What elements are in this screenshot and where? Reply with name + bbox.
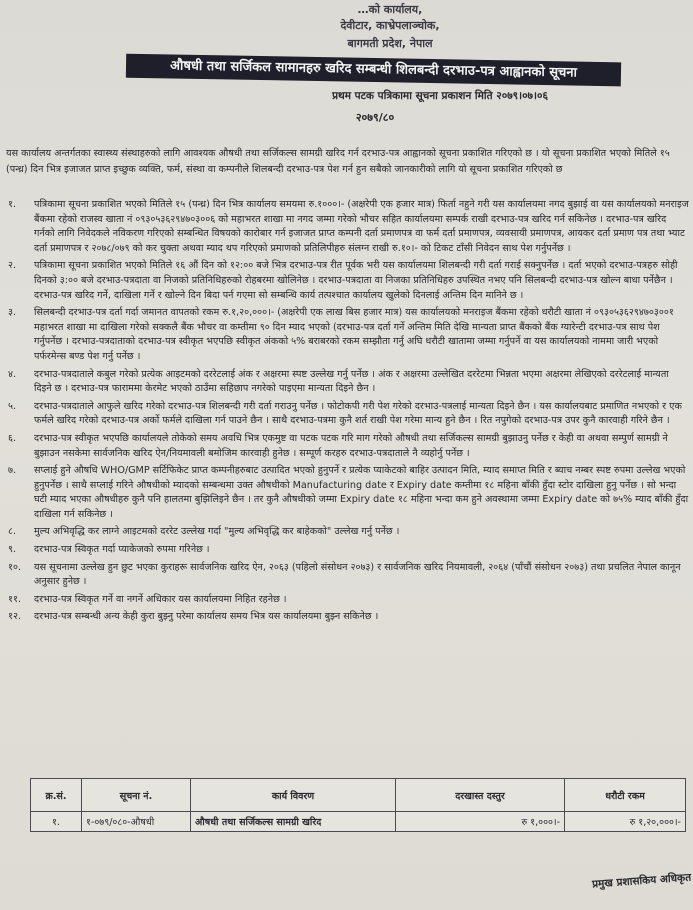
condition-item: [0, 593, 693, 608]
condition-number: ११.: [8, 593, 22, 605]
condition-number: ६.: [8, 432, 17, 444]
conditions-list: [0, 198, 693, 628]
condition-text: दरभाउ-पत्र स्विकृत गर्ने वा नगर्ने अधिकार यस कार्यालयमा निहित रहनेछ ।: [34, 593, 287, 605]
condition-item: [0, 561, 693, 590]
condition-text: पत्रिकामा सूचना प्रकाशित भएको मितिले १६ औं दिन को १२:०० बजे भित्र दरभाउ-पत्र रीत पूर्वक भरी यस कार्यालयमा शिलबन्दी गरी दर्ता गराई सक्नुपर्नेछ । दर्ता भएको दरभाउ-पत्रहरु सोही दिनको ३:०० बजे दरभाउ-पत्रदाता वा निजको प्रतिनिधिहरुको रोहबरमा खोलिनेछ । दरभाउ-पत्रदाता वा निजका प्रतिनिधिहरु उपस्थित नभए पनि सिलबन्दी दरभाउ-पत्र खोल्न बाधा पर्नेछैन । दरभाउ-पत्र खरिद गर्ने, दाखिला गर्ने र खोल्ने दिन बिदा पर्न गएमा सो सम्बन्धि कार्य तत्पश्चात कार्यालय खुलेको दिनलाई अन्तिम दिन मानिने छ ।: [34, 260, 678, 301]
condition-number: ८.: [8, 526, 17, 538]
office-name: …को कार्यालय,: [357, 3, 423, 16]
fiscal-year: २०७९/८०: [355, 111, 395, 124]
condition-number: १०.: [8, 561, 22, 573]
row-description: औषधी तथा सर्जिकल्स सामग्री खरिद: [191, 812, 396, 832]
col-notice-no: सूचना नं.: [82, 779, 191, 812]
col-sn: क्र.सं.: [31, 779, 82, 812]
condition-text: दरभाउ-पत्रदाताले आफुले खरिद गरेको दरभाउ-पत्र शिलबन्दी गरी दर्ता गराउनु पर्नेछ । फोटोकपी गरी पेश गरेको दरभाउ-पत्रलाई मान्यता दिइने छैन । यस कार्यालयबाट प्रमाणित नभएको र एक फर्मले खरिद गरेको दरभाउ-पत्र अर्को फर्मले दाखिला गर्न पाउने छैन । साथै दरभाउ-पत्रमा कुनै शर्त राखी पेश गरेमा मान्य हुने छैन । रित नपुगेको दरभाउ-पत्र उपर कुनै कारवाही गरिने छैन ।: [34, 400, 682, 427]
condition-text: सिलबन्दी दरभाउ-पत्र दर्ता गर्दा जमानत वापतको रकम रु.१,२०,०००।- (अक्षरेपी एक लाख बिस हजार मात्र) यस कार्यालयको मनराइज बैंकमा रहेको धरौटी खाता नं ०९३०५३६२९४७०३००१ महाभरत शाखा मा दाखिला गरेको सक्कलै बैंक भौचर वा कम्तीमा ९० दिन म्याद भएको (दरभाउ-पत्र दर्ता गर्ने अन्तिम मिति देखि मान्यता प्राप्त बैंकको बैंक ग्यारेन्टी दरभाउ-पत्र साथ पेश गर्नुपर्नेछ । दरभाउ-पत्रदाताको दरभाउ-पत्र स्वीकृत भएपछि स्वीकृत अंकको ५% बराबरको रकम सम्झौता गर्नु अघि धरौटी खातामा जम्मा गर्नुपर्ने वा यस कार्यालयको नाममा जारी भएको पर्फरमेन्स बण्ड पेश गर्नु पर्नेछ ।: [34, 307, 674, 362]
row-fee: रु १,०००।-: [396, 812, 565, 832]
condition-number: ३.: [8, 307, 17, 319]
condition-text: मुल्य अभिवृद्धि कर लाग्ने आइटमको दररेट उल्लेख गर्दा "मुल्य अभिवृद्धि कर बाहेकको" उल्लेख गर्नु पर्नेछ ।: [34, 526, 400, 538]
condition-text: दरभाउ-पत्र सम्बन्धी अन्य केही कुरा बुझ्नु परेमा कार्यालय समय भित्र यस कार्यालयमा बुझ्न सकिनेछ ।: [34, 611, 379, 623]
condition-text: दरभाउ-पत्रदाताले कबुल गरेको प्रत्येक आइटमको दररेटलाई अंक र अक्षरमा स्पष्ट उल्लेख गर्नु पर्नेछ । अंक र अक्षरमा उल्लेखित दररेटमा भिन्नता भएमा अक्षरमा लेखिएको दररेटलाई मान्यता दिइने छ । दरभाउ-पत्र फाराममा केरमेट भएको ठाउँमा सहिछाप नगरेको पाइएमा मान्यता दिइने छैन ।: [34, 368, 669, 395]
condition-item: [0, 464, 693, 522]
col-description: कार्य विवरण: [191, 779, 396, 812]
publication-date: प्रथम पटक पत्रिकामा सूचना प्रकाशन मिति २०७९।०७।०६: [332, 90, 548, 102]
table-header-row: [31, 779, 686, 812]
condition-item: [0, 525, 693, 540]
condition-text: सप्लाई हुने औषधि WHO/GMP सर्टिफिकेट प्राप्त कम्पनीहरुबाट उत्पादित भएको हुनुपर्ने र प्रत्येक प्याकेटको बाहिर उत्पादन मिति, म्याद समाप्त मिति र ब्याच नम्बर स्पष्ट रुपमा उल्लेख भएको हुनुपर्नेछ । साथै सप्लाई गरिने औषधीको म्यादको सम्बन्धमा उक्त औषधीको Manufacturing date र Expiry date कम्तीमा १८ महिना बाँकी हुँदा स्टोर दाखिला हुनु पर्नेछ । सो भन्दा घटी म्याद भएका औषधीहरु कुनै पनि हालतमा बुझिलिइने छैन । तर कुनै औषधीको जम्मा Expiry date १८ महिना भन्दा कम हुने अवस्थामा जम्मा Expiry date को ७५% म्याद बाँकी हुँदा दाखिला गर्न सकिनेछ ।: [34, 465, 689, 520]
condition-item: [0, 543, 693, 558]
condition-text: दरभाउ-पत्र स्विकृत गर्दा प्याकेजको रुपमा गरिनेछ ।: [34, 544, 210, 556]
condition-item: [0, 259, 693, 303]
intro-paragraph: यस कार्यालय अन्तर्गतका स्वास्थ्य संस्थाहरुको लागि आवश्यक औषधी तथा सर्जिकल्स सामग्री खरिद गर्न दरभाउ-पत्र आह्वानको सूचना प्रकाशित गरिएको छ । यो सूचना प्रकाशित भएको मितिले १५ (पन्ध्र) दिन भित्र इजाजत प्राप्त इच्छुक व्यक्ति, फर्म, संस्था वा कम्पनीले शिलबन्दी दरभाउ-पत्र पेश गर्न हुन सबैको जानकारीको लागि यो सूचना प्रकाशित गरिएको छ: [6, 148, 670, 175]
table-row: [31, 812, 686, 832]
office-province: बागमती प्रदेश, नेपाल: [347, 37, 433, 50]
condition-number: २.: [8, 260, 17, 272]
condition-number: ७.: [8, 465, 17, 477]
col-fee: दरखास्त दस्तुर: [396, 779, 565, 812]
condition-number: ९.: [8, 544, 17, 556]
condition-number: १२.: [8, 611, 22, 623]
office-address: देवीटार, काभ्रेपलाञ्चोक,: [340, 19, 440, 32]
row-sn: १.: [31, 812, 82, 832]
condition-text: यस सूचनामा उल्लेख हुन छुट भएका कुराहरू सार्वजनिक खरिद ऐन, २०६३ (पहिलो संसोधन २०७३) र सार्वजनिक खरिद नियमावली, २०६४ (पाँचौं संसोधन २०७३) तथा प्रचलित नेपाल कानून अनुसार हुनेछ ।: [34, 561, 681, 588]
condition-number: ४.: [8, 368, 17, 380]
row-notice-no: १-०७९/०८०-औषधी: [82, 812, 191, 832]
condition-item: [0, 198, 693, 256]
condition-number: १.: [8, 199, 17, 210]
condition-number: ५.: [8, 400, 17, 412]
condition-item: [0, 306, 693, 364]
signatory-title: प्रमुख प्रशासकिय अधिकृत: [591, 871, 692, 891]
condition-text: पत्रिकामा सूचना प्रकाशित भएको मितिले १५ (पन्ध्र) दिन भित्र कार्यालय समयमा रु.१०००।- (अक्षरेपी एक हजार मात्र) फिर्ता नहुने गरी यस कार्यालयमा नगद बुझाई वा यस कार्यालयको मनराइज बैंकमा रहेको राजस्व खाता नं ०९३०५३६२९४७०३००६ को महाभरत शाखा मा नगद जम्मा गरेको भौचर सहित कार्यालयमा सम्पर्क राखी दरभाउ-पत्र खरिद गर्न सकिनेछ । दरभाउ-पत्र खरिद गर्नको लागि निवेदकले नविकरण गरिएको सम्बन्धित विषयको कारोबार गर्न इजाजत प्राप्त कम्पनी दर्ता प्रमाणपत्र वा फर्म दर्ता प्रमाणपत्र, व्यवसायी प्रमाणपत्र, आयकर दर्ता प्रमाण पत्र तथा भ्याट दर्ता प्रमाणपत्र र २०७८/०७९ को कर चुक्ता अथवा म्याद थप गरिएको प्रमाणको प्रतिलिपीहरु संलग्न राखी रु.१०।- को टिकट टाँसी निवेदन साथ पेश गर्नुपर्नेछ ।: [34, 199, 689, 254]
col-deposit: धरौटी रकम: [565, 779, 686, 812]
condition-item: [0, 610, 693, 625]
condition-text: दरभाउ-पत्र स्वीकृत भएपछि कार्यालयले तोकेको समय अवधि भित्र एकमुष्ट वा पटक पटक गरि माग गरेको औषधी तथा सर्जिकल्स सामग्री बुझाउनु पर्नेछ र केही वा अथवा सम्पुर्ण सामग्री ने बुझाउन नसकेमा सार्वजनिक खरिद ऐन/नियमावली बमोजिम कारवाही हुनेछ । सम्पूर्ण करहरु दरभाउ-पत्रदाताले नै व्यहोर्नु पर्नेछ ।: [34, 432, 668, 459]
condition-item: [0, 368, 693, 397]
condition-item: [0, 400, 693, 429]
tender-table: [30, 778, 686, 832]
row-deposit: रु १,२०,०००।-: [565, 812, 686, 832]
notice-title: औषधी तथा सर्जिकल सामानहरु खरिद सम्बन्धी शिलबन्दी दरभाउ-पत्र आह्वानको सूचना: [126, 54, 621, 87]
condition-item: [0, 432, 693, 461]
